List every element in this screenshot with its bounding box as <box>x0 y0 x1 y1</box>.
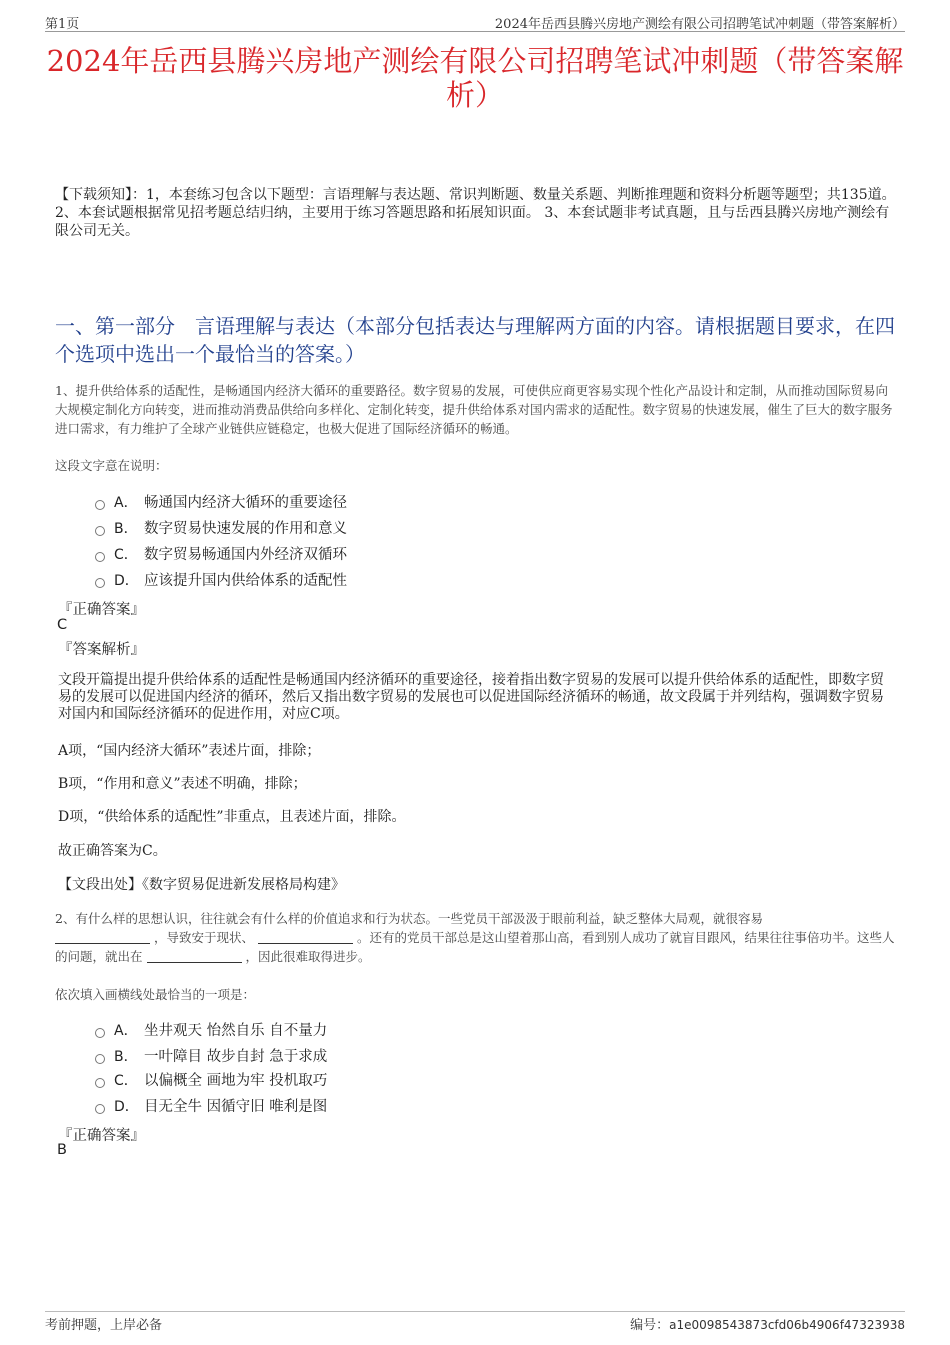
analysis-conclusion: 故正确答案为C。 <box>58 843 167 859</box>
option-text: 畅通国内经济大循环的重要途径 <box>144 495 347 511</box>
option-key: C． <box>114 546 138 563</box>
radio-icon[interactable] <box>95 578 105 588</box>
download-notice: 【下载须知】：1，本套练习包含以下题型：言语理解与表达题、常识判断题、数量关系题、判断推理题和资料分析题等题型；共135道。 2、本套试题根据常见招考题总结归纳，主要用于练习答题思路和拓展知识面。 3、本套试题非考试真题，且与岳西县腾兴房地产测绘有限公司无关。 <box>55 187 896 239</box>
question-2-stem: 2、有什么样的思想认识，往往就会有什么样的价值追求和行为状态。一些党员干部汲汲于眼前利益，缺乏整体大局观，就很容易 ，导致安于现状、 。还有的党员干部总是这山望着那山高，看到别人成功了就盲目跟风，结果往往事倍功半。这些人的问题，就出在 ，因此很难取得进步。 <box>55 911 895 964</box>
question-2-option-c[interactable] <box>95 1069 327 1090</box>
question-2-prompt: 依次填入画横线处最恰当的一项是： <box>55 987 256 1002</box>
fill-blank-2[interactable] <box>258 931 353 944</box>
option-text: 数字贸易快速发展的作用和意义 <box>144 521 347 537</box>
analysis-text: 文段开篇提出提升供给体系的适配性是畅通国内经济循环的重要途径，接着指出数字贸易的发展可以提升供给体系的适配性，即数字贸易的发展可以促进国内经济的循环，然后又指出数字贸易的发展也可以促进国际经济循环的畅通，故文段属于并列结构，强调数字贸易对国内和国际经济循环的促进作用，对应C项。 <box>58 672 884 722</box>
question-1-prompt: 这段文字意在说明： <box>55 458 168 473</box>
option-key: A． <box>114 1022 138 1039</box>
analysis-option-a: A项，“国内经济大循环”表述片面，排除； <box>58 743 321 759</box>
fill-blank-3[interactable] <box>147 950 242 963</box>
answer-label: 『正确答案』 <box>58 1128 145 1144</box>
analysis-label: 『答案解析』 <box>58 642 145 658</box>
footer-divider <box>45 1311 905 1312</box>
option-key: B． <box>114 520 138 537</box>
option-key: D． <box>114 1098 139 1115</box>
question-1-option-b[interactable] <box>95 517 347 538</box>
option-text: 一叶障目 故步自封 急于求成 <box>144 1049 328 1065</box>
question-1-stem: 1、提升供给体系的适配性，是畅通国内经济大循环的重要路径。数字贸易的发展，可使供应商更容易实现个性化产品设计和定制，从而推动国际贸易向大规模定制化方向转变，进而推动消费品供给向多样化、定制化转变，提升供给体系对国内需求的适配性。数字贸易的快速发展，催生了巨大的数字服务进口需求，有力维护了全球产业链供应链稳定，也极大促进了国际经济循环的畅通。 <box>55 383 893 436</box>
option-text: 应该提升国内供给体系的适配性 <box>144 573 347 589</box>
question-1-option-c[interactable] <box>95 543 347 564</box>
option-text: 坐井观天 怡然自乐 自不量力 <box>144 1023 328 1039</box>
passage-source: 【文段出处】《数字贸易促进新发展格局构建》 <box>58 877 345 893</box>
radio-icon[interactable] <box>95 500 105 510</box>
document-title: 2024年岳西县腾兴房地产测绘有限公司招聘笔试冲刺题（带答案解析） <box>46 44 904 112</box>
section-heading: 一、第一部分 言语理解与表达（本部分包括表达与理解两方面的内容。请根据题目要求，在四个选项中选出一个最恰当的答案。） <box>55 314 895 366</box>
page-number: 第1页 <box>45 17 80 32</box>
option-text: 以偏概全 画地为牢 投机取巧 <box>144 1073 328 1089</box>
question-2-option-d[interactable] <box>95 1095 327 1116</box>
document-code <box>630 1314 905 1333</box>
header-divider <box>45 31 905 32</box>
question-1-option-d[interactable] <box>95 569 347 590</box>
option-key: D． <box>114 572 139 589</box>
answer-value: C <box>57 617 68 633</box>
option-text: 数字贸易畅通国内外经济双循环 <box>144 547 347 563</box>
option-key: C． <box>114 1072 138 1089</box>
footer-slogan: 考前押题，上岸必备 <box>45 1318 163 1333</box>
radio-icon[interactable] <box>95 1104 105 1114</box>
option-key: B． <box>114 1048 138 1065</box>
radio-icon[interactable] <box>95 1054 105 1064</box>
analysis-option-b: B项，“作用和意义”表述不明确，排除； <box>58 776 307 792</box>
fill-blank-1[interactable] <box>55 931 150 944</box>
code-value: a1e0098543873cfd06b4906f47323938 <box>669 1318 905 1332</box>
question-1-option-a[interactable] <box>95 491 347 512</box>
radio-icon[interactable] <box>95 552 105 562</box>
analysis-option-d: D项，“供给体系的适配性”非重点，且表述片面，排除。 <box>58 809 406 825</box>
radio-icon[interactable] <box>95 526 105 536</box>
answer-value: B <box>57 1142 67 1158</box>
option-key: A． <box>114 494 138 511</box>
question-2-option-b[interactable] <box>95 1045 327 1066</box>
radio-icon[interactable] <box>95 1028 105 1038</box>
option-text: 目无全牛 因循守旧 唯利是图 <box>144 1099 328 1115</box>
answer-label: 『正确答案』 <box>58 602 145 618</box>
code-label: 编号： <box>630 1318 670 1333</box>
question-2-option-a[interactable] <box>95 1019 327 1040</box>
radio-icon[interactable] <box>95 1078 105 1088</box>
running-header-title: 2024年岳西县腾兴房地产测绘有限公司招聘笔试冲刺题（带答案解析） <box>494 17 905 32</box>
